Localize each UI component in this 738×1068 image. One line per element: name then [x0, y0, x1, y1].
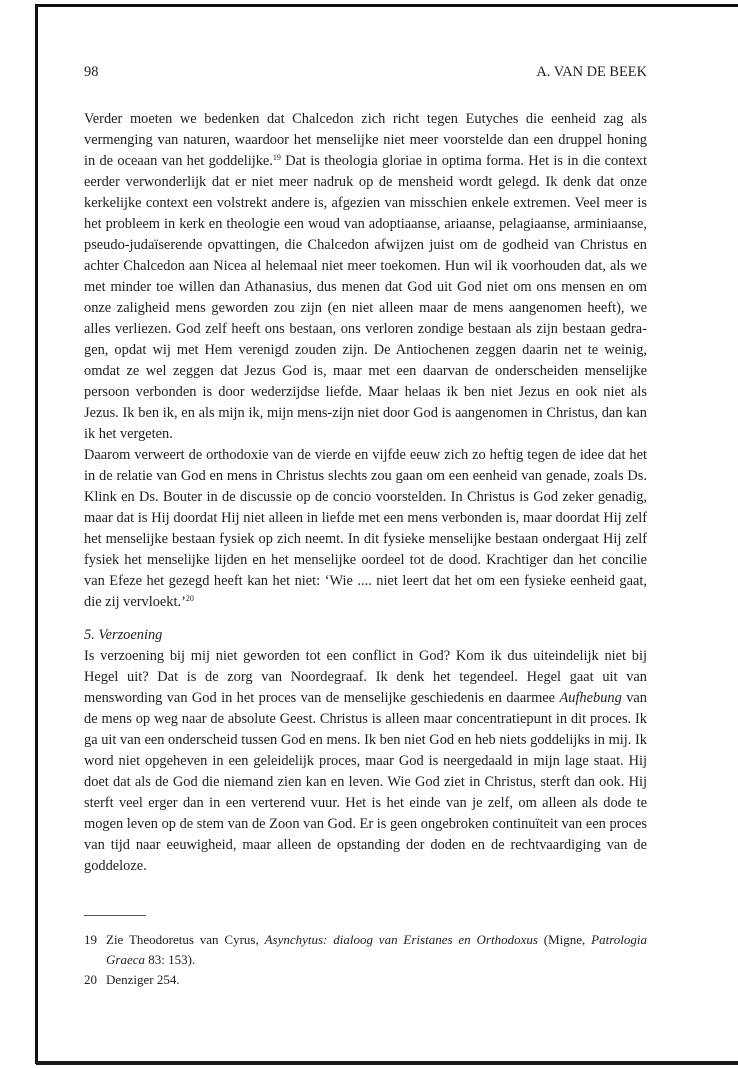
footnote-19-text — [106, 930, 647, 970]
footnote-19-text-b: (Migne, — [537, 932, 592, 947]
page-content — [84, 62, 647, 990]
paragraph-1-text-b: Dat is theologia gloriae in optima forma. Het is in die context eerder verwonderlijk dat er niet meer nadruk op de mensheid wordt gelegd. Ik denk dat onze kerkelijke context een volstrekt andere is, afgezien van misschien enkele extremen. Veel meer is het probleem in kerk en theologie een woud van adoptiaanse, ariaanse, pelagiaanse, arminiaanse, pseudo-judaïserende opvattingen, die Chalcedon afwijzen juist om de godheid van Christus en achter Chalcedon aan Nicea al helemaal niet meer toekomen. Hun wil ik voorhouden dat, als we met minder toe willen dan Athanasius, dus menen dat God uit God niet om ons mensen en om onze zaligheid mens geworden zou zijn (en niet alleen maar de mens aangenomen heeft), we alles verliezen. God zelf heeft ons bestaan, ons verloren zondige bestaan als zijn bestaan gedragen, opdat wij met Hem verenigd zouden zijn. De Antiochenen zeggen daarin net te weinig, omdat ze wel zeggen dat Jezus God is, maar met een daarvan de onderscheiden menselijke persoon verbonden is door wederzijdse liefde. Maar helaas ik ben niet Jezus en ook niet als Jezus. Ik ben ik, en als mijn ik, mijn mens-zijn niet door God is aangenomen in Christus, dan kan ik het vergeten. — [84, 153, 648, 442]
paragraph-2-text: Daarom verweert de orthodoxie van de vierde en vijfde eeuw zich zo heftig tegen de idee dat het in de relatie van God en mens in Christus slechts zou gaan om een eenheid van genade, zoals Ds. Klink en Ds. Bouter in de discussie op de concio voorstelden. In Christus is God zeker genadig, maar dat is Hij doordat Hij niet alleen in liefde met een mens verbonden is, maar doordat Hij zelf het menselijke bestaan fysiek op zich neemt. In dit fysieke menselijke bestaan ondergaat Hij zelf fysiek het menselijke lijden en het menselijke oordeel tot de dood. Krachtiger dan het concilie van Efeze het gezegd heeft kan het niet: ‘Wie .... niet leert dat het om een fysieke eenheid gaat, die zij vervloekt.’ — [84, 447, 647, 610]
footnote-19 — [84, 930, 647, 970]
footnote-20-text: Denziger 254. — [106, 972, 180, 987]
section-heading: 5. Verzoening — [84, 627, 163, 643]
page-left-border — [35, 4, 38, 1064]
page-top-border — [36, 4, 738, 7]
aufhebung-term: Aufhebung — [559, 690, 622, 706]
footnote-20 — [84, 970, 647, 990]
footnote-19-text-c: 83: 153). — [145, 952, 196, 967]
footnote-20-number: 20 — [84, 972, 97, 987]
footnote-19-number: 19 — [84, 932, 97, 947]
running-head-author: A. VAN DE BEEK — [536, 64, 647, 80]
paragraph-1-text-a: Verder moeten we bedenken dat Chalcedon zich richt tegen Eutyches die eenheid zag als vermenging van naturen, waardoor het menselijke niet meer voorstelde dan een druppel honing in de oceaan van het goddelijke. — [84, 111, 647, 169]
footnote-ref-19[interactable]: 19 — [272, 153, 281, 162]
footnote-19-series: Patrologia Graeca — [106, 932, 647, 967]
footnote-separator — [84, 915, 146, 916]
paragraph-3-text-a: Is verzoening bij mij niet geworden tot een conflict in God? Kom ik dus uiteindelijk niet bij Hegel uit? Dat is de zorg van Noordegraaf. Ik denk het tegendeel. Hegel gaat uit van menswording van God in het proces van de menselijke geschiedenis en daarmee — [84, 648, 647, 706]
paragraph-1 — [84, 109, 647, 445]
running-header — [84, 62, 647, 83]
footnote-19-text-a: Zie Theodoretus van Cyrus, — [106, 932, 265, 947]
paragraph-3 — [84, 646, 647, 877]
footnote-19-title: Asynchytus: dialoog van Eristanes en Orthodoxus — [264, 932, 538, 947]
footnote-ref-20[interactable]: 20 — [185, 594, 194, 603]
paragraph-2 — [84, 445, 647, 613]
page-bottom-border — [36, 1061, 738, 1065]
page-number: 98 — [84, 64, 99, 80]
paragraph-3-text-b: van de mens op weg naar de absolute Geest. Christus is alleen maar concentratiepunt in dit proces. Ik ga uit van een onderscheid tussen God en mens. Ik ben niet God en heb niets goddelijks in mij. Ik word niet opgeheven in een geleidelijk proces, maar God is neergedaald in mijn lage staat. Hij doet dat als de God die niemand zien kan en leven. Wie God ziet in Christus, sterft dan ook. Hij sterft veel erger dan in een verterend vuur. Het is het einde van je zelf, om alleen als dode te mogen leven op de stem van de Zoon van God. Er is geen ongebroken continuïteit van een proces van tijd naar eeuwigheid, maar alleen de opstanding der doden en de rechtvaardiging van de goddeloze. — [84, 690, 647, 874]
